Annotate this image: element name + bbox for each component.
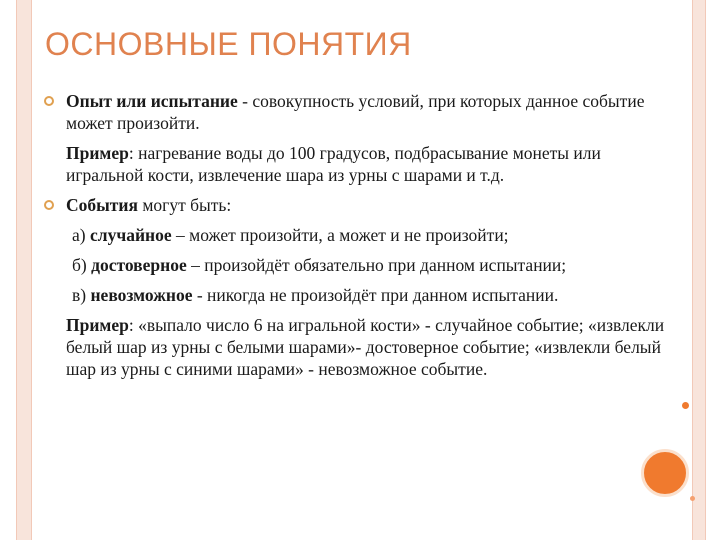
- decorative-dot: [690, 496, 695, 501]
- event-certain: [42, 254, 682, 276]
- event-impossible-text: - никогда не произойдёт при данном испытании.: [192, 285, 559, 305]
- event-random: [42, 224, 682, 246]
- example-label: Пример: [66, 315, 129, 335]
- term-experiment: Опыт или испытание: [66, 91, 238, 111]
- term-events: События: [66, 195, 138, 215]
- term-impossible: невозможное: [90, 285, 193, 305]
- decorative-orange-circle: [641, 449, 689, 497]
- example-events: [42, 314, 682, 380]
- event-random-prefix: а): [72, 225, 90, 245]
- example-label: Пример: [66, 143, 129, 163]
- event-impossible: [42, 284, 682, 306]
- slide-title: ОСНОВНЫЕ ПОНЯТИЯ: [45, 26, 412, 62]
- example-experiment-text: : нагревание воды до 100 градусов, подбрасывание монеты или игральной кости, извлечение шара из урны с шарами и т.д.: [66, 143, 601, 185]
- term-certain: достоверное: [91, 255, 187, 275]
- events-intro-text: могут быть:: [137, 195, 232, 215]
- example-experiment: [42, 142, 682, 186]
- event-random-text: – может произойти, а может и не произойти;: [171, 225, 509, 245]
- right-frame-stripe: [692, 0, 706, 540]
- slide-content: [42, 90, 682, 388]
- bullet-icon: [44, 96, 54, 106]
- event-certain-prefix: б): [72, 255, 92, 275]
- term-random: случайное: [89, 225, 172, 245]
- example-events-text: : «выпало число 6 на игральной кости» - случайное событие; «извлекли белый шар из урны с белыми шарами»- достоверное событие; «извлекли белый шар из урны с синими шарами» - невозможное событие.: [66, 315, 665, 379]
- definition-experiment: [42, 90, 682, 134]
- definition-experiment-text: - совокупность условий, при которых данное событие может произойти.: [66, 91, 645, 133]
- decorative-dot: [682, 402, 689, 409]
- bullet-icon: [44, 200, 54, 210]
- event-impossible-prefix: в): [72, 285, 91, 305]
- event-certain-text: – произойдёт обязательно при данном испытании;: [186, 255, 567, 275]
- events-intro: [42, 194, 682, 216]
- left-frame-stripe: [16, 0, 32, 540]
